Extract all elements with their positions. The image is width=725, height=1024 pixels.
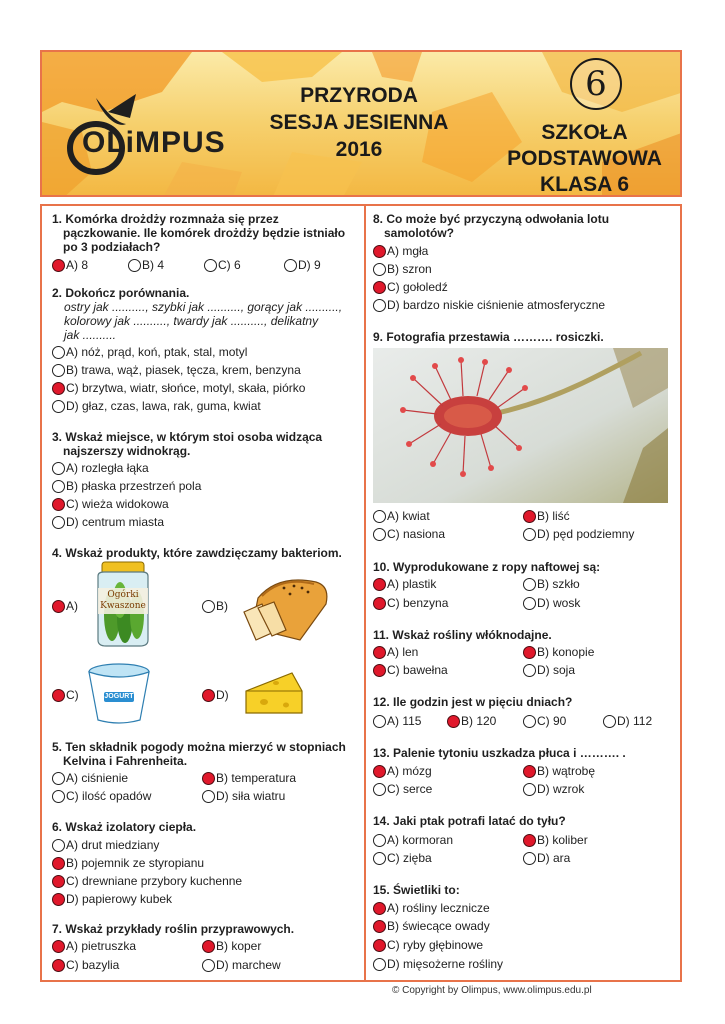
option-q15-b[interactable]: B) świecące owady [373,918,490,934]
option-q13-b[interactable]: B) wątrobę [523,763,595,779]
answer-circle[interactable] [202,689,215,702]
option-q6-a[interactable]: A) drut miedziany [52,837,159,853]
answer-circle[interactable] [523,528,536,541]
question-15 [373,883,673,897]
comparison-line: ostry jak .........., szybki jak .........., gorący jak .........., [64,300,343,314]
option-q15-c[interactable]: C) ryby głębinowe [373,937,483,953]
option-q7-a[interactable]: A) pietruszka [52,938,136,954]
option-q8-c[interactable]: C) gołoledź [373,279,448,295]
option-q7-b[interactable]: B) koper [202,938,261,954]
answer-circle[interactable] [373,263,386,276]
option-q13-c[interactable]: C) serce [373,781,432,797]
question-10 [373,560,673,574]
question-text: 9. Fotografia przestawia ………. rosiczki. [373,330,604,344]
option-q5-b[interactable]: B) temperatura [202,770,296,786]
school-line-2: PODSTAWOWA [507,147,662,170]
option-q8-a[interactable]: A) mgła [373,243,428,259]
option-q8-b[interactable]: B) szron [373,261,432,277]
olimpus-logo [56,88,276,178]
option-q10-b[interactable]: B) szkło [523,576,580,592]
answer-circle[interactable] [202,600,215,613]
answer-circle[interactable] [52,857,65,870]
option-q2-a[interactable]: A) nóż, prąd, koń, ptak, stal, motyl [52,344,247,360]
answer-circle[interactable] [523,834,536,847]
question-text: 13. Palenie tytoniu uszkadza płuca i ………. . [373,746,626,760]
option-q9-d[interactable]: D) pęd podziemny [523,526,634,542]
question-text: 2. Dokończ porównania. [52,286,190,300]
question-1 [52,212,352,254]
question-text: 14. Jaki ptak potrafi latać do tyłu? [373,814,566,828]
answer-circle[interactable] [52,400,65,413]
answer-circle[interactable] [373,528,386,541]
subject-line: PRZYRODA [300,84,418,107]
option-q2-c[interactable]: C) brzytwa, wiatr, słońce, motyl, skała, piórko [52,380,305,396]
option-q5-c[interactable]: C) ilość opadów [52,788,151,804]
answer-circle[interactable] [52,346,65,359]
column-divider [364,206,366,980]
answer-circle[interactable] [373,958,386,971]
answer-circle[interactable] [202,940,215,953]
answer-circle[interactable] [52,516,65,529]
option-q2-d[interactable]: D) głaz, czas, lawa, rak, guma, kwiat [52,398,261,414]
jar-label: Ogórki Kwaszone [100,590,146,611]
option-q5-a[interactable]: A) ciśnienie [52,770,128,786]
question-12 [373,695,673,709]
option-q7-d[interactable]: D) marchew [202,957,281,973]
answer-circle[interactable] [523,765,536,778]
answer-circle[interactable] [373,920,386,933]
answer-circle[interactable] [52,790,65,803]
question-text: 11. Wskaż rośliny włóknodajne. [373,628,552,642]
option-q3-c[interactable]: C) wieża widokowa [52,496,169,512]
option-q9-b[interactable]: B) liść [523,508,570,524]
answer-circle[interactable] [202,790,215,803]
answer-circle[interactable] [373,299,386,312]
question-5 [52,740,357,768]
question-3 [52,430,357,458]
answer-circle[interactable] [523,852,536,865]
question-text: 6. Wskaż izolatory ciepła. [52,820,197,834]
answer-circle[interactable] [52,959,65,972]
question-6 [52,820,357,834]
option-q1-b[interactable]: B) 4 [128,257,164,273]
question-text: 8. Co może być przyczyną odwołania lotu samolotów? [373,212,610,240]
question-text: 1. Komórka drożdży rozmnaża się przez pączkowanie. Ile komórek drożdży będzie istniało po 3 podziałach? [52,212,346,254]
option-q9-a[interactable]: A) kwiat [373,508,430,524]
cheese-wedge-image [242,669,304,719]
option-q9-c[interactable]: C) nasiona [373,526,445,542]
option-q14-a[interactable]: A) kormoran [373,832,453,848]
option-q6-d[interactable]: D) papierowy kubek [52,891,172,907]
option-q12-d[interactable]: D) 112 [603,713,652,729]
option-q3-d[interactable]: D) centrum miasta [52,514,164,530]
answer-circle[interactable] [52,689,65,702]
answer-circle[interactable] [52,498,65,511]
answer-circle[interactable] [603,715,616,728]
option-q11-b[interactable]: B) konopie [523,644,594,660]
answer-circle[interactable] [373,578,386,591]
question-text: 15. Świetliki to: [373,883,460,897]
option-q11-a[interactable]: A) len [373,644,418,660]
answer-circle[interactable] [52,480,65,493]
option-q13-d[interactable]: D) wzrok [523,781,584,797]
option-q3-a[interactable]: A) rozległa łąka [52,460,149,476]
option-q14-c[interactable]: C) zięba [373,850,432,866]
question-text: 12. Ile godzin jest w pięciu dniach? [373,695,573,709]
answer-circle[interactable] [523,597,536,610]
option-q10-c[interactable]: C) benzyna [373,595,448,611]
comparison-line: kolorowy jak .........., twardy jak .........., delikatny [64,314,319,328]
grade-number-badge: 6 [570,58,622,110]
answer-circle[interactable] [204,259,217,272]
copyright-footer: © Copyright by Olimpus, www.olimpus.edu.pl [392,985,592,996]
option-q12-b[interactable]: B) 120 [447,713,496,729]
answer-circle[interactable] [523,664,536,677]
answer-circle[interactable] [202,772,215,785]
question-text: 4. Wskaż produkty, które zawdzięczamy bakteriom. [52,546,342,560]
year-line: 2016 [335,138,383,161]
question-13 [373,746,673,760]
answer-circle[interactable] [523,578,536,591]
answer-circle[interactable] [128,259,141,272]
bread-loaf-image [238,568,333,646]
option-q4-a[interactable]: A) [52,598,78,614]
yogurt-label: JOGURT [104,693,134,700]
answer-circle[interactable] [373,281,386,294]
option-q12-c[interactable]: C) 90 [523,713,566,729]
question-7 [52,922,357,936]
answer-circle[interactable] [52,600,65,613]
option-q11-c[interactable]: C) bawełna [373,662,448,678]
exam-title [254,82,464,163]
logo-wordmark: OLiMPUS [82,126,226,159]
answer-circle[interactable] [52,772,65,785]
option-q11-d[interactable]: D) soja [523,662,575,678]
school-level [482,120,682,197]
answer-circle[interactable] [52,364,65,377]
answer-circle[interactable] [52,875,65,888]
school-line-1: SZKOŁA [541,121,628,144]
answer-circle[interactable] [523,646,536,659]
question-2 [52,286,357,342]
sundew-photo [373,348,668,503]
question-11 [373,628,673,642]
answer-circle[interactable] [284,259,297,272]
header-banner [40,50,682,197]
answer-circle[interactable] [373,510,386,523]
question-9 [373,330,673,344]
answer-circle[interactable] [523,715,536,728]
answer-circle[interactable] [373,646,386,659]
option-q4-d[interactable]: D) [202,687,229,703]
option-q10-d[interactable]: D) wosk [523,595,580,611]
comparison-line: jak .......... [64,328,117,342]
answer-circle[interactable] [373,783,386,796]
option-q2-b[interactable]: B) trawa, wąż, piasek, tęcza, krem, benzyna [52,362,301,378]
question-text: 10. Wyprodukowane z ropy naftowej są: [373,560,601,574]
option-q14-b[interactable]: B) koliber [523,832,588,848]
option-q13-a[interactable]: A) mózg [373,763,432,779]
question-text: 3. Wskaż miejsce, w którym stoi osoba widząca najszerszy widnokrąg. [52,430,323,458]
answer-circle[interactable] [523,510,536,523]
answer-circle[interactable] [373,765,386,778]
option-q8-d[interactable]: D) bardzo niskie ciśnienie atmosferyczne [373,297,605,313]
school-line-3: KLASA 6 [539,173,630,196]
option-q1-a[interactable]: A) 8 [52,257,88,273]
option-q5-d[interactable]: D) siła wiatru [202,788,285,804]
option-q3-b[interactable]: B) płaska przestrzeń pola [52,478,201,494]
option-q15-d[interactable]: D) mięsożerne rośliny [373,956,503,972]
option-q12-a[interactable]: A) 115 [373,713,421,729]
answer-circle[interactable] [52,462,65,475]
answer-circle[interactable] [52,839,65,852]
answer-circle[interactable] [373,939,386,952]
answer-circle[interactable] [373,852,386,865]
option-q4-c[interactable]: C) [52,687,79,703]
option-q4-b[interactable]: B) [202,598,228,614]
option-q1-c[interactable]: C) 6 [204,257,241,273]
option-q6-c[interactable]: C) drewniane przybory kuchenne [52,873,242,889]
answer-circle[interactable] [52,893,65,906]
answer-circle[interactable] [52,259,65,272]
answer-circle[interactable] [373,664,386,677]
answer-circle[interactable] [373,715,386,728]
question-8 [373,212,673,240]
question-14 [373,814,673,828]
question-text: 5. Ten składnik pogody można mierzyć w stopniach Kelvina i Fahrenheita. [52,740,346,768]
option-q14-d[interactable]: D) ara [523,850,570,866]
session-line: SESJA JESIENNA [269,111,449,134]
question-text: 7. Wskaż przykłady roślin przyprawowych. [52,922,295,936]
option-q7-c[interactable]: C) bazylia [52,957,119,973]
answer-circle[interactable] [373,834,386,847]
answer-circle[interactable] [523,783,536,796]
option-q15-a[interactable]: A) rośliny lecznicze [373,900,490,916]
option-q6-b[interactable]: B) pojemnik ze styropianu [52,855,204,871]
answer-circle[interactable] [52,940,65,953]
answer-circle[interactable] [52,382,65,395]
questions-panel [40,204,682,982]
answer-circle[interactable] [373,245,386,258]
option-q1-d[interactable]: D) 9 [284,257,321,273]
answer-circle[interactable] [202,959,215,972]
question-4 [52,546,357,560]
answer-circle[interactable] [373,597,386,610]
answer-circle[interactable] [373,902,386,915]
answer-circle[interactable] [447,715,460,728]
option-q10-a[interactable]: A) plastik [373,576,436,592]
